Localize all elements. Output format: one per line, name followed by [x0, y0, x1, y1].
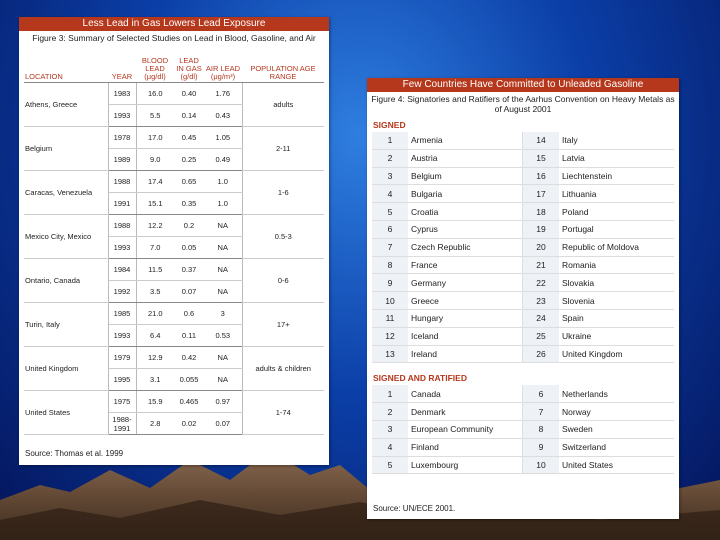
- location-cell: Athens, Greece: [24, 83, 108, 127]
- blood-lead-cell: 12.9: [136, 347, 174, 369]
- country-cell: Latvia: [559, 149, 674, 167]
- air-lead-cell: NA: [204, 259, 242, 281]
- number-cell: 7: [523, 403, 560, 421]
- table-row: [24, 171, 324, 193]
- air-lead-cell: NA: [204, 281, 242, 303]
- blood-lead-cell: 9.0: [136, 149, 174, 171]
- blood-lead-cell: 15.1: [136, 193, 174, 215]
- year-cell: 1983: [108, 83, 136, 105]
- table-row: [24, 215, 324, 237]
- air-lead-cell: 0.97: [204, 391, 242, 413]
- age-range-cell: 1-6: [242, 171, 324, 215]
- country-cell: Greece: [408, 292, 523, 310]
- list-item: [372, 385, 674, 402]
- country-cell: Austria: [408, 149, 523, 167]
- number-cell: 23: [523, 292, 560, 310]
- country-cell: Croatia: [408, 203, 523, 221]
- list-item: [372, 345, 674, 363]
- air-lead-cell: 0.43: [204, 105, 242, 127]
- table-row: [24, 347, 324, 369]
- number-cell: 9: [372, 274, 408, 292]
- number-cell: 20: [523, 238, 560, 256]
- figure4-title: Few Countries Have Committed to Unleaded Gasoline: [367, 78, 679, 92]
- year-cell: 1989: [108, 149, 136, 171]
- number-cell: 10: [372, 292, 408, 310]
- gas-lead-cell: 0.02: [174, 413, 204, 435]
- location-cell: Turin, Italy: [24, 303, 108, 347]
- number-cell: 5: [372, 203, 408, 221]
- location-cell: United States: [24, 391, 108, 435]
- table-row: [24, 127, 324, 149]
- blood-lead-cell: 21.0: [136, 303, 174, 325]
- location-cell: Ontario, Canada: [24, 259, 108, 303]
- number-cell: 6: [372, 220, 408, 238]
- gas-lead-cell: 0.65: [174, 171, 204, 193]
- gas-lead-cell: 0.35: [174, 193, 204, 215]
- figure4-caption: Figure 4: Signatories and Ratifiers of the Aarhus Convention on Heavy Metals as of August 2001: [371, 94, 675, 114]
- gas-lead-cell: 0.2: [174, 215, 204, 237]
- air-lead-cell: 1.0: [204, 193, 242, 215]
- country-cell: Liechtenstein: [559, 167, 674, 185]
- blood-lead-cell: 7.0: [136, 237, 174, 259]
- country-cell: Hungary: [408, 309, 523, 327]
- list-item: [372, 132, 674, 149]
- country-cell: European Community: [408, 420, 523, 438]
- blood-lead-cell: 17.0: [136, 127, 174, 149]
- col-gas-lead: LEAD IN GAS (g/dl): [174, 57, 204, 83]
- number-cell: 13: [372, 345, 408, 363]
- country-cell: Norway: [559, 403, 674, 421]
- signed-table: [372, 132, 674, 363]
- list-item: [372, 292, 674, 310]
- country-cell: Ireland: [408, 345, 523, 363]
- figure3-caption: Figure 3: Summary of Selected Studies on Lead in Blood, Gasoline, and Air: [32, 33, 316, 43]
- country-cell: Romania: [559, 256, 674, 274]
- gas-lead-cell: 0.42: [174, 347, 204, 369]
- year-cell: 1979: [108, 347, 136, 369]
- list-item: [372, 220, 674, 238]
- col-year: YEAR: [108, 57, 136, 83]
- year-cell: 1993: [108, 325, 136, 347]
- air-lead-cell: NA: [204, 215, 242, 237]
- location-cell: Caracas, Venezuela: [24, 171, 108, 215]
- list-item: [372, 185, 674, 203]
- list-item: [372, 238, 674, 256]
- gas-lead-cell: 0.465: [174, 391, 204, 413]
- country-cell: Finland: [408, 438, 523, 456]
- location-cell: United Kingdom: [24, 347, 108, 391]
- number-cell: 19: [523, 220, 560, 238]
- number-cell: 3: [372, 167, 408, 185]
- blood-lead-cell: 11.5: [136, 259, 174, 281]
- country-cell: Ukraine: [559, 327, 674, 345]
- country-cell: Sweden: [559, 420, 674, 438]
- figure4-source: Source: UN/ECE 2001.: [373, 504, 456, 513]
- number-cell: 8: [372, 256, 408, 274]
- lead-studies-table: [24, 57, 324, 435]
- air-lead-cell: 3: [204, 303, 242, 325]
- blood-lead-cell: 3.5: [136, 281, 174, 303]
- list-item: [372, 167, 674, 185]
- number-cell: 7: [372, 238, 408, 256]
- number-cell: 14: [523, 132, 560, 149]
- list-item: [372, 456, 674, 474]
- list-item: [372, 327, 674, 345]
- table-row: [24, 303, 324, 325]
- list-item: [372, 403, 674, 421]
- country-cell: Spain: [559, 309, 674, 327]
- blood-lead-cell: 5.5: [136, 105, 174, 127]
- figure4-panel: [367, 78, 679, 519]
- col-age-range: POPULATION AGE RANGE: [242, 57, 324, 83]
- gas-lead-cell: 0.14: [174, 105, 204, 127]
- blood-lead-cell: 15.9: [136, 391, 174, 413]
- list-item: [372, 149, 674, 167]
- gas-lead-cell: 0.055: [174, 369, 204, 391]
- air-lead-cell: 1.0: [204, 171, 242, 193]
- list-item: [372, 256, 674, 274]
- country-cell: Germany: [408, 274, 523, 292]
- list-item: [372, 438, 674, 456]
- ratified-table: [372, 385, 674, 474]
- country-cell: Bulgaria: [408, 185, 523, 203]
- gas-lead-cell: 0.40: [174, 83, 204, 105]
- number-cell: 4: [372, 438, 408, 456]
- number-cell: 6: [523, 385, 560, 402]
- air-lead-cell: 0.53: [204, 325, 242, 347]
- gas-lead-cell: 0.6: [174, 303, 204, 325]
- number-cell: 2: [372, 149, 408, 167]
- country-cell: United Kingdom: [559, 345, 674, 363]
- country-cell: Denmark: [408, 403, 523, 421]
- figure3-title: Less Lead in Gas Lowers Lead Exposure: [19, 17, 329, 31]
- country-cell: Iceland: [408, 327, 523, 345]
- number-cell: 1: [372, 385, 408, 402]
- figure3-panel: [19, 17, 329, 465]
- list-item: [372, 203, 674, 221]
- table-row: [24, 391, 324, 413]
- list-item: [372, 420, 674, 438]
- age-range-cell: 2-11: [242, 127, 324, 171]
- country-cell: Republic of Moldova: [559, 238, 674, 256]
- air-lead-cell: NA: [204, 237, 242, 259]
- number-cell: 1: [372, 132, 408, 149]
- country-cell: Canada: [408, 385, 523, 402]
- number-cell: 15: [523, 149, 560, 167]
- number-cell: 24: [523, 309, 560, 327]
- year-cell: 1993: [108, 237, 136, 259]
- air-lead-cell: 0.07: [204, 413, 242, 435]
- col-blood-lead: BLOOD LEAD (μg/dl): [136, 57, 174, 83]
- year-cell: 1988-1991: [108, 413, 136, 435]
- number-cell: 26: [523, 345, 560, 363]
- gas-lead-cell: 0.37: [174, 259, 204, 281]
- number-cell: 3: [372, 420, 408, 438]
- year-cell: 1992: [108, 281, 136, 303]
- age-range-cell: 1-74: [242, 391, 324, 435]
- blood-lead-cell: 2.8: [136, 413, 174, 435]
- list-item: [372, 309, 674, 327]
- country-cell: Netherlands: [559, 385, 674, 402]
- number-cell: 11: [372, 309, 408, 327]
- country-cell: France: [408, 256, 523, 274]
- number-cell: 9: [523, 438, 560, 456]
- gas-lead-cell: 0.05: [174, 237, 204, 259]
- country-cell: Slovenia: [559, 292, 674, 310]
- country-cell: United States: [559, 456, 674, 474]
- number-cell: 8: [523, 420, 560, 438]
- location-cell: Belgium: [24, 127, 108, 171]
- year-cell: 1978: [108, 127, 136, 149]
- gas-lead-cell: 0.11: [174, 325, 204, 347]
- country-cell: Italy: [559, 132, 674, 149]
- air-lead-cell: 0.49: [204, 149, 242, 171]
- air-lead-cell: NA: [204, 347, 242, 369]
- age-range-cell: 0.5-3: [242, 215, 324, 259]
- number-cell: 2: [372, 403, 408, 421]
- age-range-cell: adults & children: [242, 347, 324, 391]
- blood-lead-cell: 3.1: [136, 369, 174, 391]
- country-cell: Armenia: [408, 132, 523, 149]
- country-cell: Switzerland: [559, 438, 674, 456]
- age-range-cell: 0-6: [242, 259, 324, 303]
- table-row: [24, 259, 324, 281]
- year-cell: 1975: [108, 391, 136, 413]
- year-cell: 1995: [108, 369, 136, 391]
- year-cell: 1984: [108, 259, 136, 281]
- year-cell: 1991: [108, 193, 136, 215]
- blood-lead-cell: 6.4: [136, 325, 174, 347]
- list-item: [372, 274, 674, 292]
- blood-lead-cell: 16.0: [136, 83, 174, 105]
- air-lead-cell: 1.05: [204, 127, 242, 149]
- gas-lead-cell: 0.07: [174, 281, 204, 303]
- country-cell: Luxembourg: [408, 456, 523, 474]
- number-cell: 12: [372, 327, 408, 345]
- number-cell: 10: [523, 456, 560, 474]
- country-cell: Poland: [559, 203, 674, 221]
- number-cell: 17: [523, 185, 560, 203]
- air-lead-cell: 1.76: [204, 83, 242, 105]
- table-row: [24, 83, 324, 105]
- ratified-section-label: SIGNED AND RATIFIED: [373, 373, 467, 384]
- country-cell: Belgium: [408, 167, 523, 185]
- country-cell: Slovakia: [559, 274, 674, 292]
- number-cell: 25: [523, 327, 560, 345]
- location-cell: Mexico City, Mexico: [24, 215, 108, 259]
- number-cell: 16: [523, 167, 560, 185]
- air-lead-cell: NA: [204, 369, 242, 391]
- gas-lead-cell: 0.25: [174, 149, 204, 171]
- year-cell: 1993: [108, 105, 136, 127]
- signed-section-label: SIGNED: [373, 120, 406, 130]
- year-cell: 1985: [108, 303, 136, 325]
- country-cell: Czech Republic: [408, 238, 523, 256]
- blood-lead-cell: 12.2: [136, 215, 174, 237]
- number-cell: 5: [372, 456, 408, 474]
- year-cell: 1988: [108, 171, 136, 193]
- blood-lead-cell: 17.4: [136, 171, 174, 193]
- gas-lead-cell: 0.45: [174, 127, 204, 149]
- number-cell: 21: [523, 256, 560, 274]
- col-location: LOCATION: [24, 57, 108, 83]
- age-range-cell: adults: [242, 83, 324, 127]
- year-cell: 1988: [108, 215, 136, 237]
- number-cell: 22: [523, 274, 560, 292]
- age-range-cell: 17+: [242, 303, 324, 347]
- figure3-source: Source: Thomas et al. 1999: [25, 449, 124, 458]
- number-cell: 4: [372, 185, 408, 203]
- number-cell: 18: [523, 203, 560, 221]
- country-cell: Cyprus: [408, 220, 523, 238]
- country-cell: Lithuania: [559, 185, 674, 203]
- col-air-lead: AIR LEAD (μg/m³): [204, 57, 242, 83]
- country-cell: Portugal: [559, 220, 674, 238]
